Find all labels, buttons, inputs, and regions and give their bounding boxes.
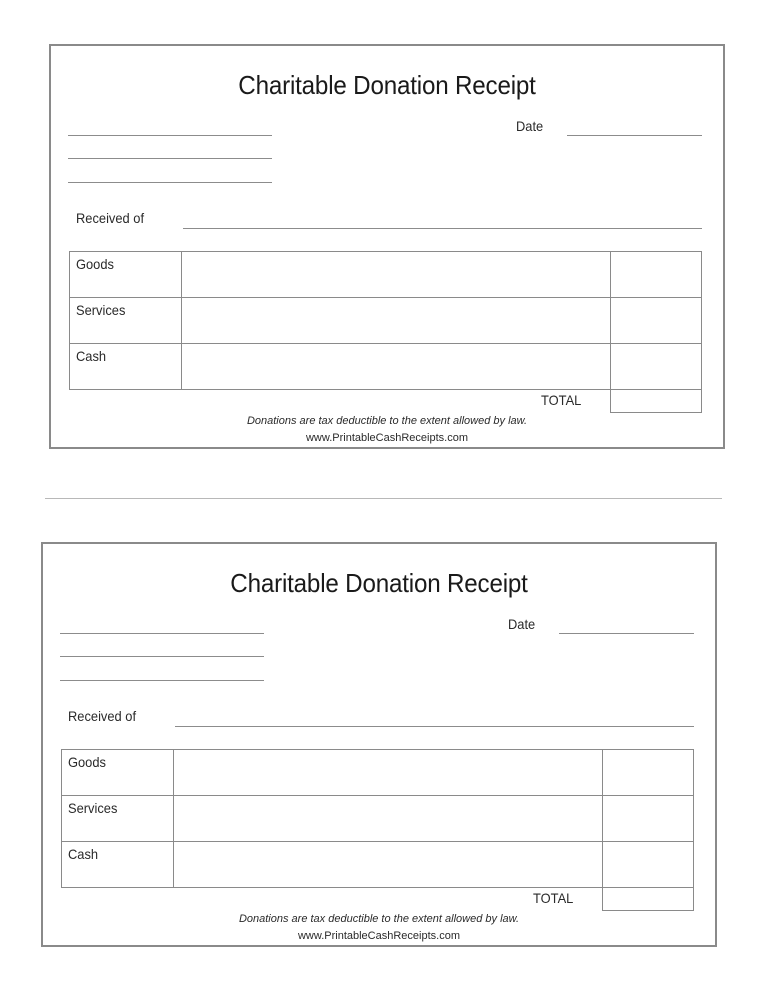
services-description-field[interactable] — [174, 796, 602, 841]
receipt-2 — [41, 542, 717, 947]
goods-description-field[interactable] — [182, 252, 610, 297]
goods-label: Goods — [68, 754, 106, 770]
services-description-field[interactable] — [182, 298, 610, 343]
table-row-services — [70, 298, 701, 344]
address-line-2[interactable] — [68, 158, 272, 159]
cash-amount-field[interactable] — [603, 842, 693, 888]
donation-items-table — [61, 749, 694, 888]
table-row-cash — [62, 842, 693, 888]
cash-description-field[interactable] — [174, 842, 602, 888]
goods-label: Goods — [76, 256, 114, 272]
cut-line-separator — [45, 498, 722, 499]
goods-amount-field[interactable] — [603, 750, 693, 795]
address-line-3[interactable] — [60, 680, 264, 681]
donation-items-table — [69, 251, 702, 390]
cash-description-field[interactable] — [182, 344, 610, 390]
cash-amount-field[interactable] — [611, 344, 701, 390]
services-label: Services — [68, 800, 118, 816]
receipt-title: Charitable Donation Receipt — [238, 70, 536, 100]
address-line-1[interactable] — [68, 135, 272, 136]
cash-label: Cash — [76, 348, 107, 364]
website-text: www.PrintableCashReceipts.com — [305, 432, 468, 444]
table-row-goods — [70, 252, 701, 298]
date-field[interactable] — [567, 135, 702, 136]
receipt-title: Charitable Donation Receipt — [230, 568, 528, 598]
address-line-1[interactable] — [60, 633, 264, 634]
receipt-1 — [49, 44, 725, 449]
received-of-label: Received of — [76, 210, 145, 226]
received-of-field[interactable] — [183, 228, 702, 229]
table-row-services — [62, 796, 693, 842]
website-text: www.PrintableCashReceipts.com — [297, 930, 460, 942]
date-field[interactable] — [559, 633, 694, 634]
goods-description-field[interactable] — [174, 750, 602, 795]
received-of-label: Received of — [68, 708, 137, 724]
address-line-2[interactable] — [60, 656, 264, 657]
date-label: Date — [516, 118, 544, 134]
total-label: TOTAL — [533, 890, 574, 906]
table-row-cash — [70, 344, 701, 390]
total-field[interactable] — [602, 887, 694, 911]
goods-amount-field[interactable] — [611, 252, 701, 297]
table-row-goods — [62, 750, 693, 796]
tax-disclaimer: Donations are tax deductible to the extent allowed by law. — [238, 913, 520, 925]
received-of-field[interactable] — [175, 726, 694, 727]
services-amount-field[interactable] — [603, 796, 693, 841]
services-label: Services — [76, 302, 126, 318]
address-line-3[interactable] — [68, 182, 272, 183]
cash-label: Cash — [68, 846, 99, 862]
total-field[interactable] — [610, 389, 702, 413]
services-amount-field[interactable] — [611, 298, 701, 343]
date-label: Date — [508, 616, 536, 632]
total-label: TOTAL — [541, 392, 582, 408]
tax-disclaimer: Donations are tax deductible to the extent allowed by law. — [246, 415, 528, 427]
